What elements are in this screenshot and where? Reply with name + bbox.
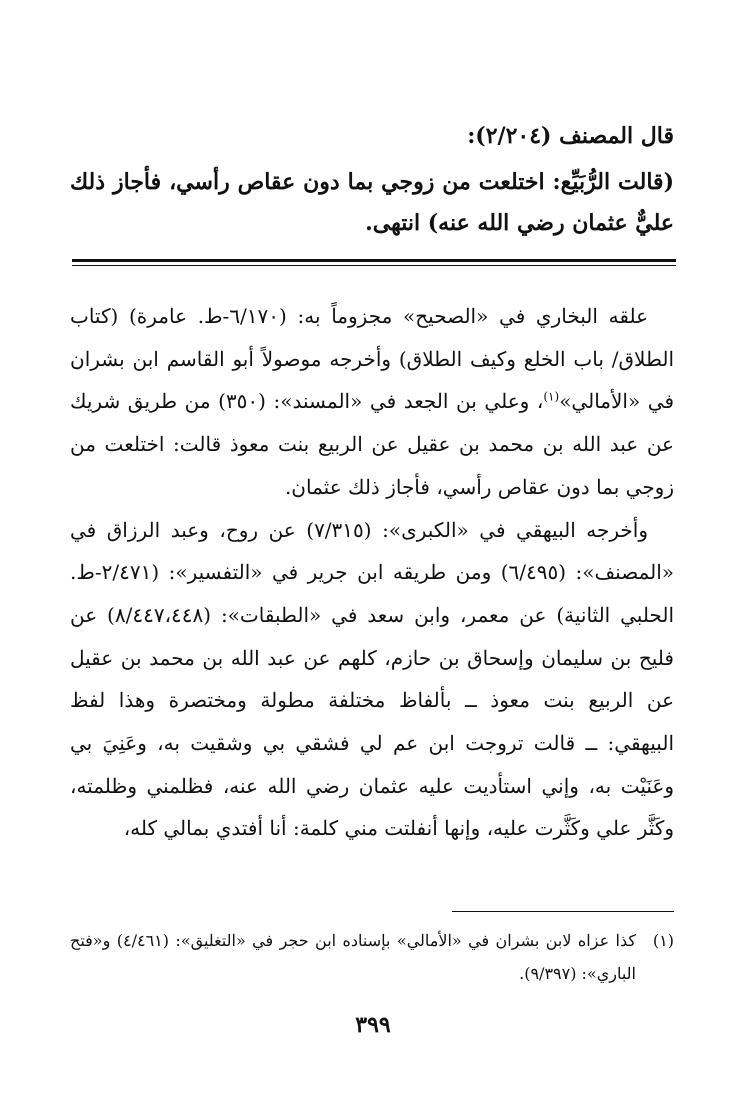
- page-number: ٣٩٩: [355, 1012, 391, 1038]
- footnote-text: كذا عزاه لابن بشران في «الأمالي» بإسناده ابن حجر في «التغليق»: (٤/٤٦١) و«فتح الباري»: (٩/٣٩٧).: [70, 931, 636, 983]
- paragraph-1-text-end: ، وعلي بن الجعد في «المسند»: (٣٥٠) من طريق شريك عن عبد الله بن محمد بن عقيل عن الربيع بنت معوذ قالت: اختلعت من زوجي بما دون عقاص رأسي، فأجاز ذلك عثمان.: [70, 389, 674, 499]
- footnote-reference: (١): [543, 389, 560, 404]
- divider-thick: [72, 259, 676, 262]
- footnote-number: (١): [652, 931, 674, 950]
- section-heading: قال المصنف (٢/٢٠٤):: [467, 123, 674, 149]
- footnote-item: [70, 924, 674, 990]
- commentary-body: [70, 295, 674, 850]
- footnote-separator: [452, 911, 674, 912]
- quoted-text: (قالت الرُّبَيِّع: اختلعت من زوجي بما دون عقاص رأسي، فأجاز ذلك عليٌّ عثمان رضي الله عنه) انتهى.: [70, 169, 674, 236]
- paragraph-1-text-start: علقه البخاري في «الصحيح» مجزوماً به: (٦/١٧٠-ط. عامرة) (كتاب الطلاق/ باب الخلع وكيف الطلاق) وأخرجه موصولاً أبو القاسم ابن بشران في «الأمالي»: [70, 304, 675, 414]
- divider-thin: [72, 265, 676, 266]
- paragraph-2: وأخرجه البيهقي في «الكبرى»: (٧/٣١٥) عن روح، وعبد الرزاق في «المصنف»: (٦/٤٩٥) ومن طريقه ابن جرير في «التفسير»: (٢/٤٧١-ط. الحلبي الثانية) عن معمر، وابن سعد في «الطبقات»: (٨/٤٤٧،٤٤٨) عن فليح بن سليمان وإسحاق بن حازم، كلهم عن عبد الله بن محمد بن عقيل عن الربيع بنت معوذ ــ بألفاظ مختلفة مطولة ومختصرة وهذا لفظ البيهقي: ــ قالت تروجت ابن عم لي فشقي بي وشقيت به، وعَنِيَ بي وعَنَيْت به، وإني استأديت عليه عثمان رضي الله عنه، فظلمني وظلمته، وكَثَّر علي وكَثَّرت عليه، وإنها أنفلتت مني كلمة: أنا أفتدي بمالي كله،: [70, 517, 674, 841]
- paragraph-1: [70, 295, 674, 509]
- footnotes: [70, 924, 674, 990]
